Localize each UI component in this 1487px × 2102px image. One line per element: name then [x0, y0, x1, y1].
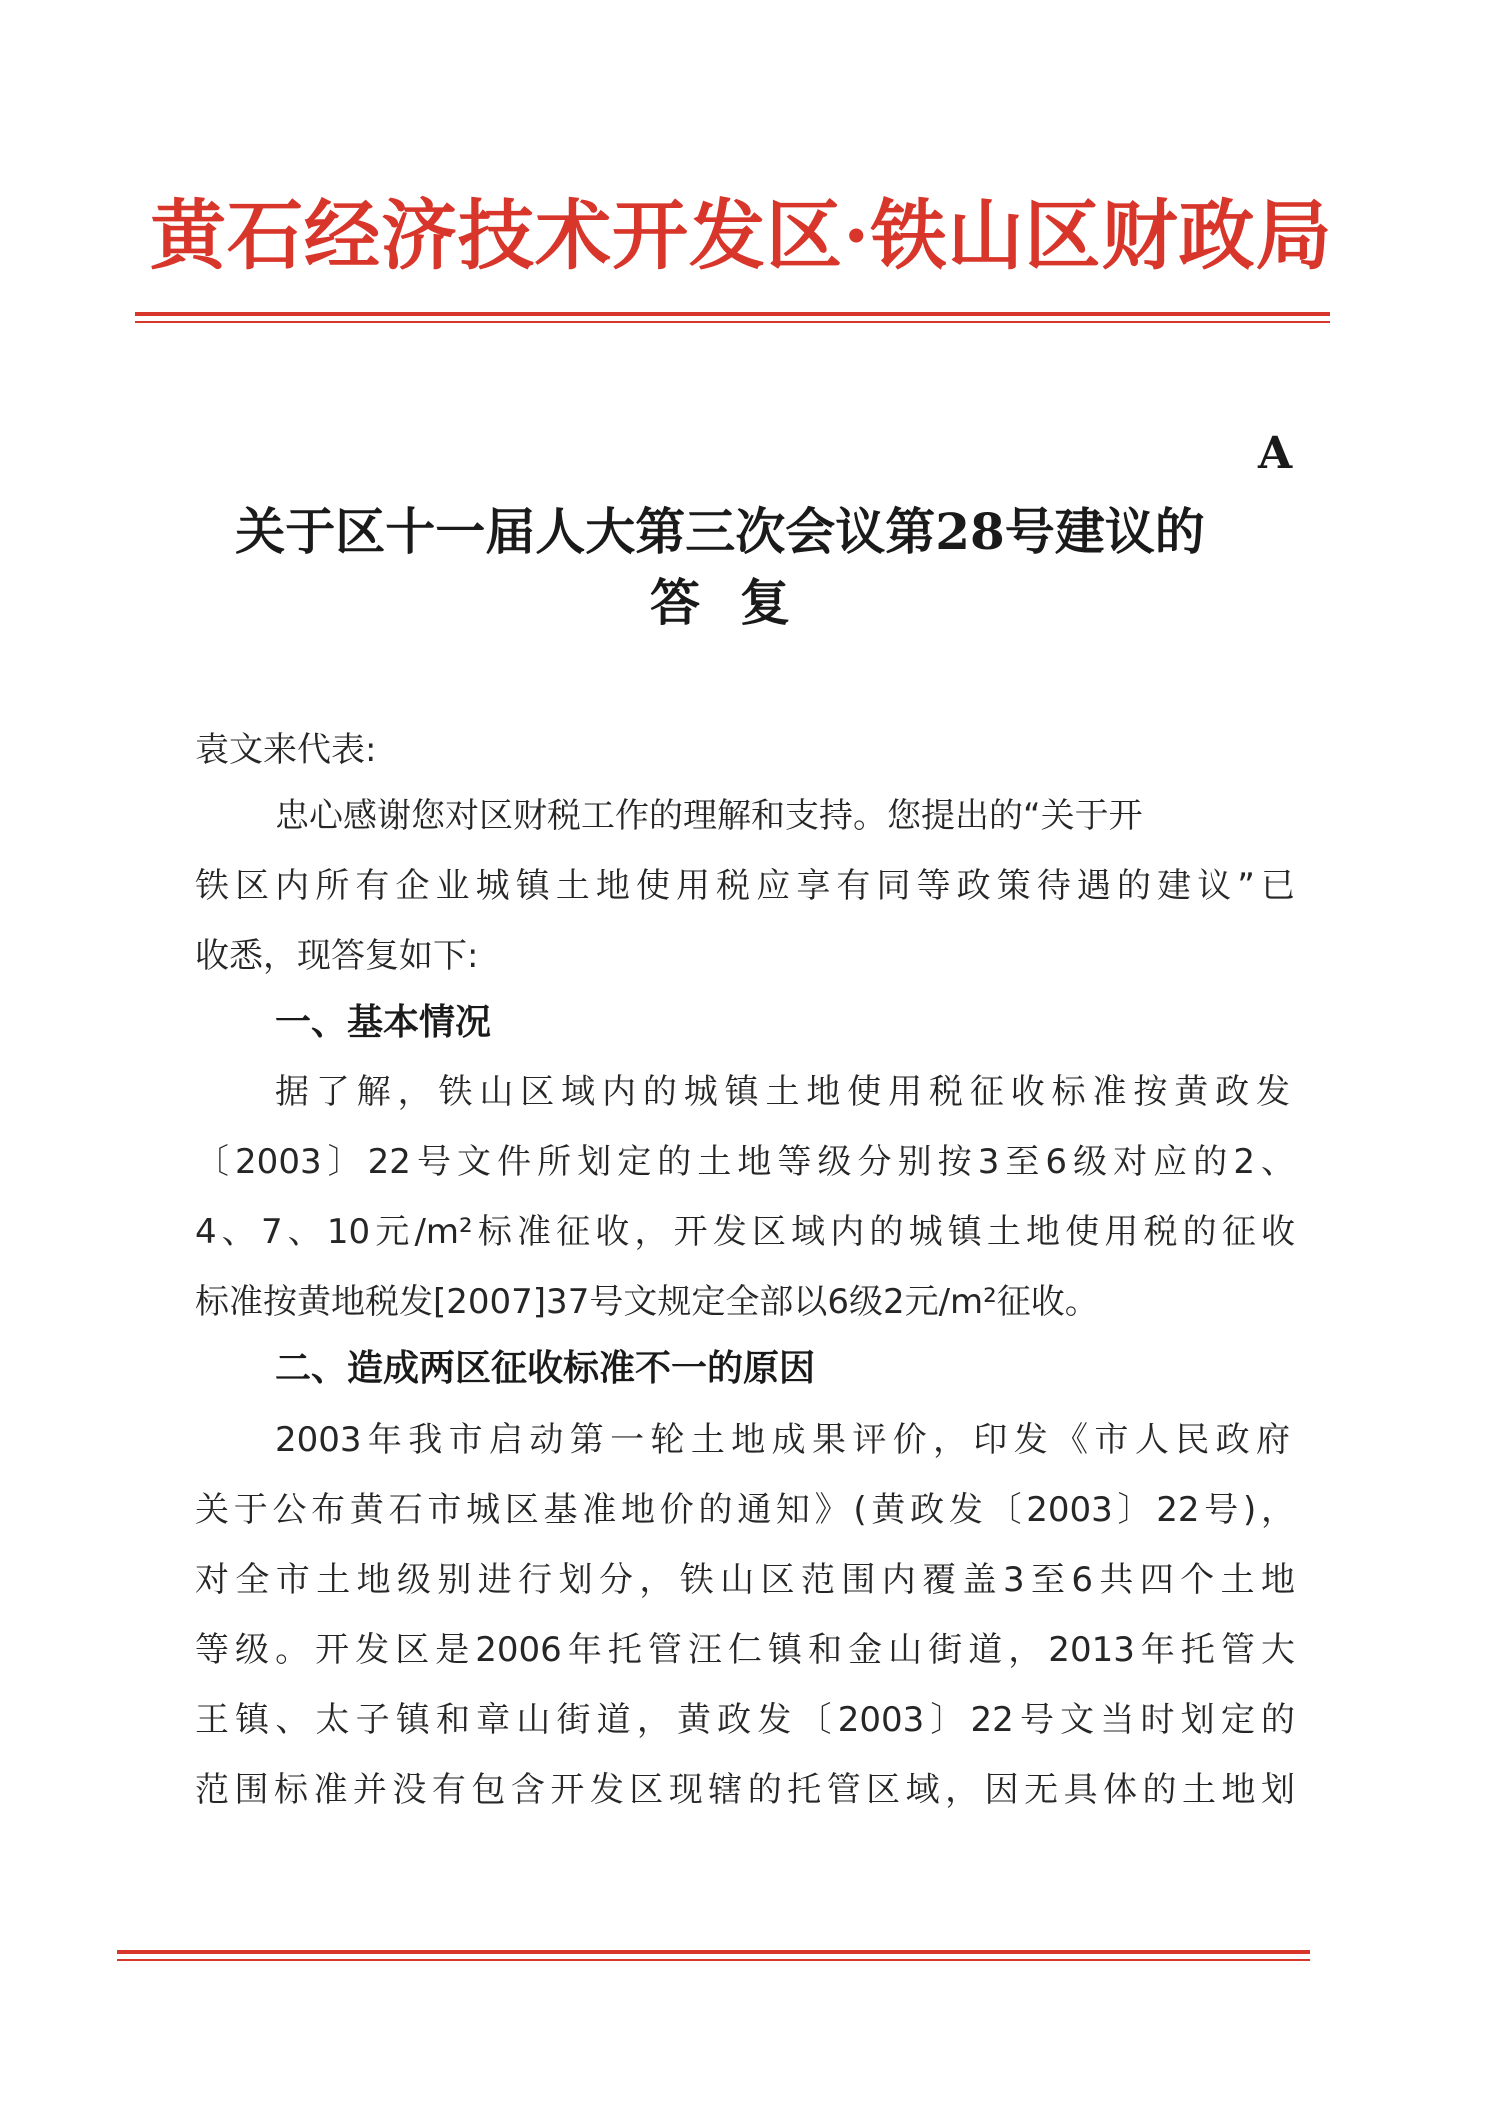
section1-line-1: 据了解，铁山区域内的城镇土地使用税征收标准按黄政发	[275, 1072, 1290, 1112]
intro-line-1: 忠心感谢您对区财税工作的理解和支持。您提出的“关于开	[275, 796, 1143, 836]
intro-line-3: 收悉，现答复如下:	[195, 936, 479, 976]
letterhead-divider-thin	[135, 321, 1330, 323]
intro-line-2: 铁区内所有企业城镇土地使用税应享有同等政策待遇的建议”已	[195, 866, 1295, 906]
section2-line-4: 等级。开发区是2006年托管汪仁镇和金山街道，2013年托管大	[195, 1630, 1295, 1670]
doc-mark: A	[1258, 428, 1293, 479]
section2-line-3: 对全市土地级别进行划分，铁山区范围内覆盖3至6共四个土地	[195, 1560, 1295, 1600]
section2-line-2: 关于公布黄石市城区基准地价的通知》(黄政发〔2003〕22号)，	[195, 1490, 1295, 1530]
section1-line-3: 4、7、10元/m²标准征收，开发区域内的城镇土地使用税的征收	[195, 1212, 1295, 1252]
section2-line-5: 王镇、太子镇和章山街道，黄政发〔2003〕22号文当时划定的	[195, 1700, 1295, 1740]
footer-divider	[117, 1950, 1310, 1961]
section2-line-1: 2003年我市启动第一轮土地成果评价，印发《市人民政府	[275, 1420, 1290, 1460]
document-title-line-1: 关于区十一届人大第三次会议第28号建议的	[235, 502, 1205, 561]
section1-heading: 一、基本情况	[275, 1002, 492, 1043]
section1-line-2: 〔2003〕22号文件所划定的土地等级分别按3至6级对应的2、	[195, 1142, 1295, 1182]
letterhead-divider	[135, 312, 1330, 323]
section2-line-6: 范围标准并没有包含开发区现辖的托管区域，因无具体的土地划	[195, 1770, 1295, 1810]
letterhead-divider-thick	[135, 312, 1330, 316]
section1-line-4: 标准按黄地税发[2007]37号文规定全部以6级2元/m²征收。	[195, 1282, 1099, 1322]
salutation: 袁文来代表:	[195, 730, 377, 770]
footer-divider-thick	[117, 1950, 1310, 1954]
letterhead-issuer: 黄石经济技术开发区·铁山区财政局	[150, 191, 1333, 280]
section2-heading: 二、造成两区征收标准不一的原因	[275, 1348, 816, 1389]
footer-divider-thin	[117, 1959, 1310, 1961]
document-title-line-2: 答复	[650, 573, 830, 632]
